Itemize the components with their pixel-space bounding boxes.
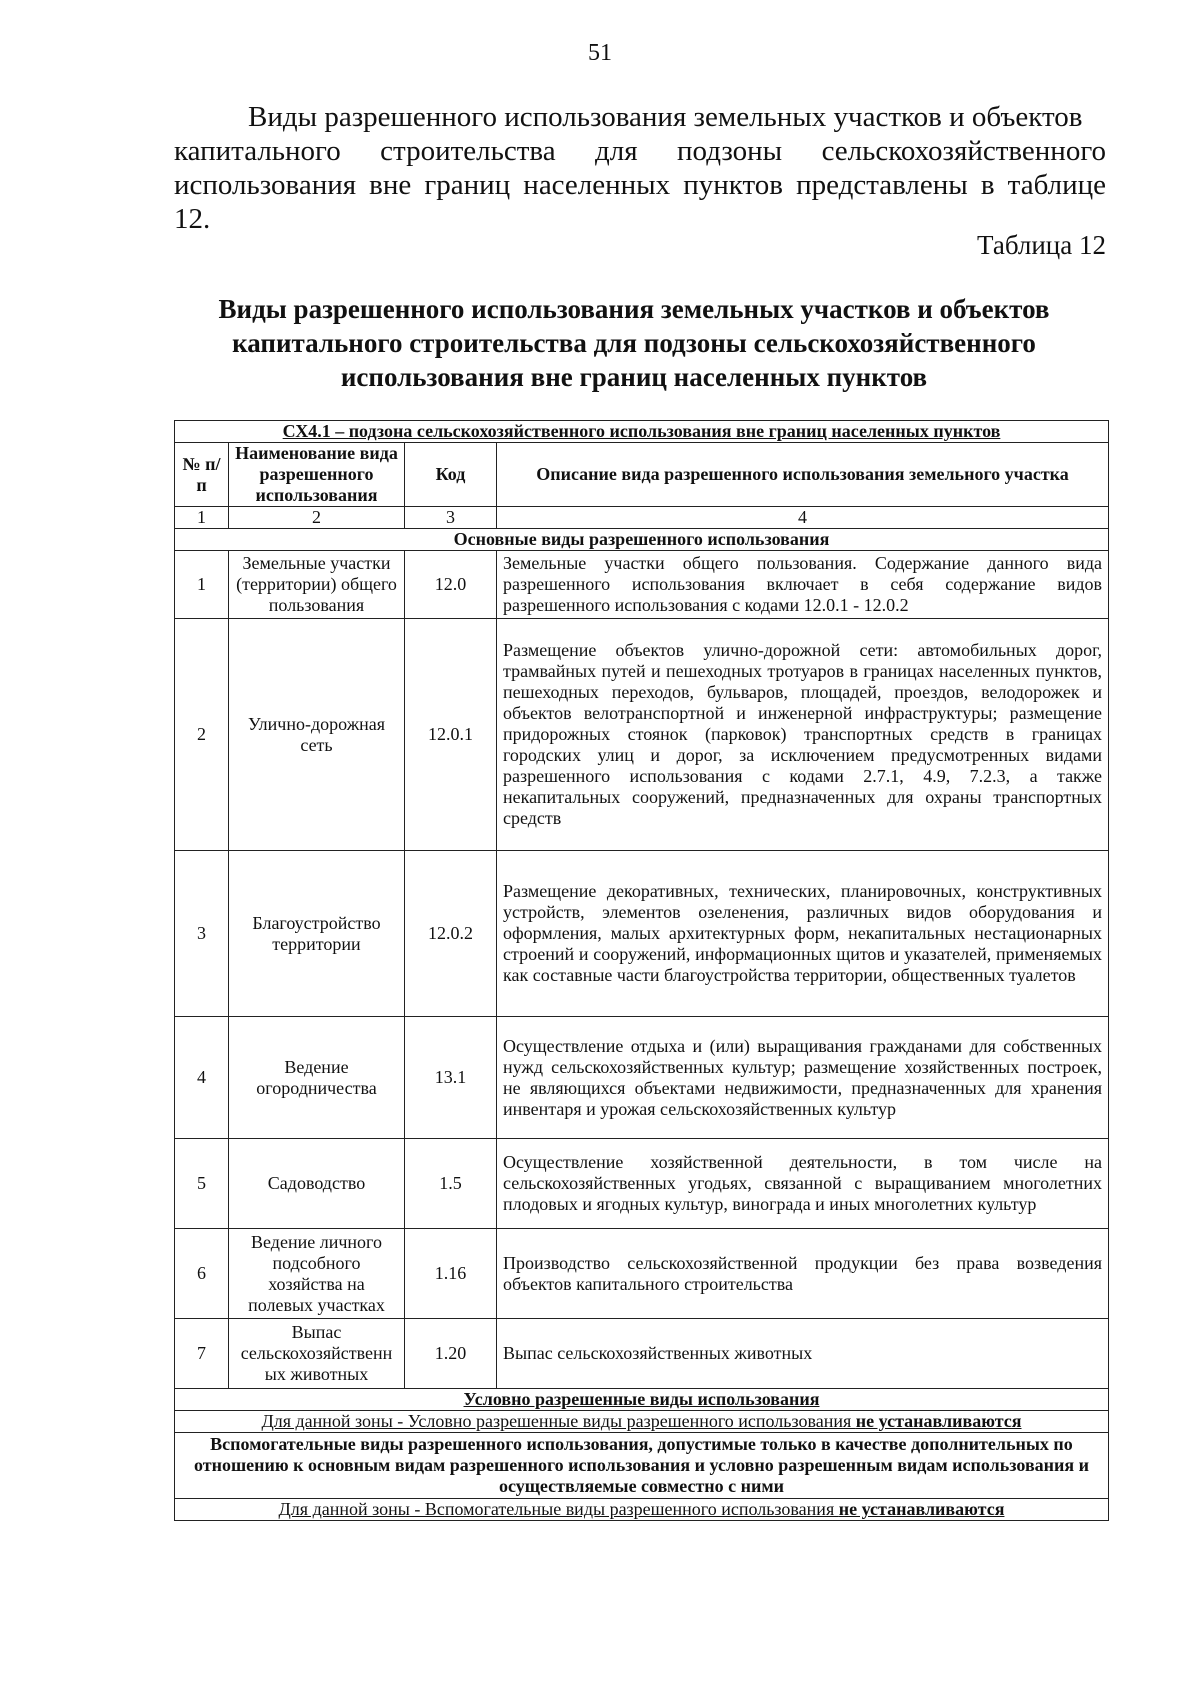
row-number: 4	[175, 1017, 229, 1139]
table-row	[175, 1139, 1109, 1229]
row-number: 6	[175, 1229, 229, 1319]
intro-remaining-text: капитального строительства для подзоны сельскохозяйственного использования вне границ населенных пунктов представлены в таблице 12.	[174, 135, 1106, 235]
row-number: 5	[175, 1139, 229, 1229]
row-code: 1.20	[405, 1319, 497, 1389]
row-use-name: Земельные участки (территории) общего пользования	[229, 551, 405, 619]
zone-header-row	[175, 421, 1109, 443]
permitted-use-table	[174, 420, 1109, 1521]
auxiliary-note	[175, 1499, 1109, 1521]
row-description: Осуществление отдыха и (или) выращивания гражданами для собственных нужд сельскохозяйственных культур; размещение хозяйственных построек, не являющихся объектами недвижимости, предназначенных для хранения инвентаря и урожая сельскохозяйственных культур	[497, 1017, 1109, 1139]
table-caption: Таблица 12	[977, 230, 1106, 260]
auxiliary-note-text: Для данной зоны - Вспомогательные виды разрешенного использования	[278, 1499, 839, 1519]
col-number: 3	[405, 507, 497, 529]
section-conditional-heading: Условно разрешенные виды использования	[175, 1389, 1109, 1411]
section-conditional-row	[175, 1389, 1109, 1411]
table-row	[175, 1017, 1109, 1139]
row-description: Земельные участки общего пользования. Содержание данного вида разрешенного использования включает в себя содержание видов разрешенного использования с кодами 12.0.1 - 12.0.2	[497, 551, 1109, 619]
col-number: 4	[497, 507, 1109, 529]
table-row	[175, 551, 1109, 619]
table-row	[175, 851, 1109, 1017]
col-header-description: Описание вида разрешенного использования земельного участка	[497, 443, 1109, 507]
section-main-heading: Основные виды разрешенного использования	[175, 529, 1109, 551]
table-row	[175, 1229, 1109, 1319]
row-use-name: Благоустройство территории	[229, 851, 405, 1017]
column-number-row	[175, 507, 1109, 529]
auxiliary-note-row	[175, 1499, 1109, 1521]
row-code: 12.0	[405, 551, 497, 619]
page-number: 51	[588, 40, 612, 66]
col-header-code: Код	[405, 443, 497, 507]
conditional-note-text: Для данной зоны - Условно разрешенные виды разрешенного использования	[261, 1411, 856, 1431]
row-description: Выпас сельскохозяйственных животных	[497, 1319, 1109, 1389]
row-number: 7	[175, 1319, 229, 1389]
row-code: 12.0.1	[405, 619, 497, 851]
row-code: 13.1	[405, 1017, 497, 1139]
conditional-note-emphasis: не устанавливаются	[855, 1411, 1022, 1431]
table-title: Виды разрешенного использования земельных участков и объектов капитального строительства для подзоны сельскохозяйственного использования вне границ населенных пунктов	[218, 294, 1050, 392]
row-use-name: Улично-дорожная сеть	[229, 619, 405, 851]
row-number: 3	[175, 851, 229, 1017]
row-use-name: Ведение огородничества	[229, 1017, 405, 1139]
row-description: Размещение декоративных, технических, планировочных, конструктивных устройств, элементов озеленения, различных видов оборудования и оформления, малых архитектурных форм, некапитальных нестационарных строений и сооружений, информационных щитов и указателей, применяемых как составные части благоустройства территории, общественных туалетов	[497, 851, 1109, 1017]
conditional-note	[175, 1411, 1109, 1433]
auxiliary-note-emphasis: не устанавливаются	[838, 1499, 1005, 1519]
row-description: Размещение объектов улично-дорожной сети: автомобильных дорог, трамвайных путей и пешеходных тротуаров в границах населенных пунктов, пешеходных переходов, бульваров, площадей, проездов, велодорожек и объектов велотранспортной и инженерной инфраструктуры; размещение придорожных стоянок (парковок) транспортных средств в границах городских улиц и дорог, за исключением предусмотренных видами разрешенного использования с кодами 2.7.1, 4.9, 7.2.3, а также некапитальных сооружений, предназначенных для охраны транспортных средств	[497, 619, 1109, 851]
col-header-name: Наименование вида разрешенного использования	[229, 443, 405, 507]
row-description: Производство сельскохозяйственной продукции без права возведения объектов капитального строительства	[497, 1229, 1109, 1319]
column-header-row	[175, 443, 1109, 507]
row-code: 12.0.2	[405, 851, 497, 1017]
conditional-note-row	[175, 1411, 1109, 1433]
col-number: 2	[229, 507, 405, 529]
section-main-row	[175, 529, 1109, 551]
section-auxiliary-row	[175, 1433, 1109, 1499]
zone-header: СХ4.1 – подзона сельскохозяйственного использования вне границ населенных пунктов	[175, 421, 1109, 443]
table-row	[175, 619, 1109, 851]
row-use-name: Ведение личного подсобного хозяйства на полевых участках	[229, 1229, 405, 1319]
row-number: 1	[175, 551, 229, 619]
section-auxiliary-heading: Вспомогательные виды разрешенного использования, допустимые только в качестве дополнительных по отношению к основным видам разрешенного использования и условно разрешенным видам использования и осуществляемые совместно с ними	[175, 1433, 1109, 1499]
row-code: 1.16	[405, 1229, 497, 1319]
intro-paragraph	[174, 100, 1106, 236]
row-code: 1.5	[405, 1139, 497, 1229]
col-header-number: № п/п	[175, 443, 229, 507]
row-use-name: Садоводство	[229, 1139, 405, 1229]
intro-first-line: Виды разрешенного использования земельных участков и объектов	[248, 101, 1083, 133]
table-row	[175, 1319, 1109, 1389]
row-description: Осуществление хозяйственной деятельности, в том числе на сельскохозяйственных угодьях, связанной с выращиванием многолетних плодовых и ягодных культур, винограда и иных многолетних культур	[497, 1139, 1109, 1229]
row-use-name: Выпас сельскохозяйственн ых животных	[229, 1319, 405, 1389]
col-number: 1	[175, 507, 229, 529]
row-number: 2	[175, 619, 229, 851]
